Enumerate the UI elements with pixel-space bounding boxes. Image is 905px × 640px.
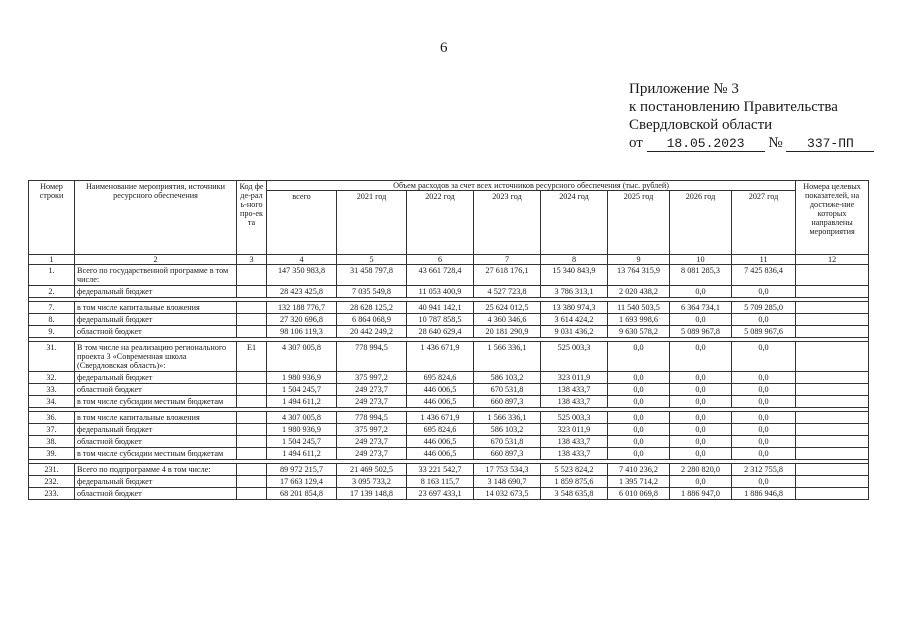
row-value: 8 081 285,3 <box>670 265 732 286</box>
row-project-code <box>237 424 267 436</box>
row-target <box>796 265 869 286</box>
row-value: 0,0 <box>732 396 796 408</box>
row-value: 17 139 148,8 <box>337 488 407 500</box>
row-value: 1 436 671,9 <box>407 342 474 372</box>
table-row <box>29 424 869 436</box>
row-value: 6 864 068,9 <box>337 314 407 326</box>
row-project-code <box>237 286 267 298</box>
row-value: 323 011,9 <box>541 372 608 384</box>
row-value: 28 628 125,2 <box>337 302 407 314</box>
row-value: 1 494 611,2 <box>267 448 337 460</box>
row-value: 3 095 733,2 <box>337 476 407 488</box>
row-name: федеральный бюджет <box>75 476 237 488</box>
row-value: 323 011,9 <box>541 424 608 436</box>
table-body <box>29 265 869 500</box>
row-value: 23 697 433,1 <box>407 488 474 500</box>
column-number: 5 <box>337 255 407 265</box>
row-value: 6 364 734,1 <box>670 302 732 314</box>
row-value: 89 972 215,7 <box>267 464 337 476</box>
row-target <box>796 448 869 460</box>
row-value: 3 614 424,2 <box>541 314 608 326</box>
row-value: 25 624 012,5 <box>474 302 541 314</box>
row-value: 138 433,7 <box>541 384 608 396</box>
row-number: 36. <box>29 412 75 424</box>
row-number: 232. <box>29 476 75 488</box>
number-label: № <box>768 135 783 151</box>
table-row <box>29 286 869 298</box>
row-value: 15 340 843,9 <box>541 265 608 286</box>
row-value: 20 442 249,2 <box>337 326 407 338</box>
table-row <box>29 314 869 326</box>
row-value: 660 897,3 <box>474 448 541 460</box>
row-value: 1 566 336,1 <box>474 342 541 372</box>
column-number: 9 <box>608 255 670 265</box>
row-project-code <box>237 488 267 500</box>
row-project-code <box>237 436 267 448</box>
row-value: 586 103,2 <box>474 424 541 436</box>
row-project-code <box>237 314 267 326</box>
row-project-code: E1 <box>237 342 267 372</box>
row-number: 33. <box>29 384 75 396</box>
row-value: 0,0 <box>670 384 732 396</box>
header-2025: 2025 год <box>608 191 670 255</box>
row-value: 5 089 967,6 <box>732 326 796 338</box>
row-value: 5 523 824,2 <box>541 464 608 476</box>
table-row <box>29 436 869 448</box>
row-value: 7 425 836,4 <box>732 265 796 286</box>
row-number: 34. <box>29 396 75 408</box>
row-project-code <box>237 464 267 476</box>
row-project-code <box>237 384 267 396</box>
row-value: 446 006,5 <box>407 384 474 396</box>
row-value: 7 410 236,2 <box>608 464 670 476</box>
row-project-code <box>237 396 267 408</box>
row-number: 32. <box>29 372 75 384</box>
appendix-date-line <box>629 134 874 152</box>
row-number: 1. <box>29 265 75 286</box>
row-value: 670 531,8 <box>474 436 541 448</box>
row-value: 132 188 776,7 <box>267 302 337 314</box>
header-2023: 2023 год <box>474 191 541 255</box>
row-value: 670 531,8 <box>474 384 541 396</box>
row-value: 28 423 425,8 <box>267 286 337 298</box>
decree-date: 18.05.2023 <box>647 137 765 152</box>
row-value: 4 527 723,8 <box>474 286 541 298</box>
row-value: 0,0 <box>732 384 796 396</box>
row-target <box>796 326 869 338</box>
row-value: 17 753 534,3 <box>474 464 541 476</box>
row-project-code <box>237 326 267 338</box>
row-value: 446 006,5 <box>407 396 474 408</box>
row-target <box>796 302 869 314</box>
table-row <box>29 464 869 476</box>
column-numbers-row <box>29 255 869 265</box>
row-value: 0,0 <box>670 372 732 384</box>
row-value: 31 458 797,8 <box>337 265 407 286</box>
row-target <box>796 436 869 448</box>
row-value: 249 273,7 <box>337 396 407 408</box>
table-row <box>29 384 869 396</box>
column-number: 8 <box>541 255 608 265</box>
row-value: 0,0 <box>732 412 796 424</box>
row-value: 17 663 129,4 <box>267 476 337 488</box>
column-number: 6 <box>407 255 474 265</box>
row-project-code <box>237 372 267 384</box>
row-value: 1 494 611,2 <box>267 396 337 408</box>
row-value: 11 053 400,9 <box>407 286 474 298</box>
row-value: 4 307 005,8 <box>267 412 337 424</box>
row-value: 525 003,3 <box>541 342 608 372</box>
row-number: 39. <box>29 448 75 460</box>
row-number: 7. <box>29 302 75 314</box>
row-value: 1 859 875,6 <box>541 476 608 488</box>
row-name: областной бюджет <box>75 488 237 500</box>
row-value: 1 886 946,8 <box>732 488 796 500</box>
row-value: 138 433,7 <box>541 436 608 448</box>
row-value: 0,0 <box>608 448 670 460</box>
row-value: 1 980 936,9 <box>267 372 337 384</box>
row-value: 4 360 346,6 <box>474 314 541 326</box>
row-target <box>796 424 869 436</box>
row-project-code <box>237 412 267 424</box>
header-2026: 2026 год <box>670 191 732 255</box>
appendix-header <box>629 80 874 152</box>
row-value: 14 032 673,5 <box>474 488 541 500</box>
table-row <box>29 342 869 372</box>
header-code: Код феде-раль-ного про-екта <box>237 181 267 255</box>
row-value: 0,0 <box>608 342 670 372</box>
column-number: 4 <box>267 255 337 265</box>
column-number: 3 <box>237 255 267 265</box>
row-value: 6 010 069,8 <box>608 488 670 500</box>
row-name: в том числе капитальные вложения <box>75 302 237 314</box>
row-number: 8. <box>29 314 75 326</box>
row-value: 0,0 <box>670 314 732 326</box>
table-row <box>29 396 869 408</box>
row-value: 778 994,5 <box>337 412 407 424</box>
row-value: 13 380 974,3 <box>541 302 608 314</box>
row-value: 695 824,6 <box>407 372 474 384</box>
row-number: 2. <box>29 286 75 298</box>
row-value: 0,0 <box>732 342 796 372</box>
row-value: 0,0 <box>670 412 732 424</box>
expenses-table <box>28 180 869 500</box>
row-target <box>796 384 869 396</box>
row-value: 5 709 285,0 <box>732 302 796 314</box>
row-value: 0,0 <box>670 436 732 448</box>
row-number: 37. <box>29 424 75 436</box>
row-name: федеральный бюджет <box>75 372 237 384</box>
row-number: 38. <box>29 436 75 448</box>
row-value: 0,0 <box>670 286 732 298</box>
column-number: 11 <box>732 255 796 265</box>
row-value: 28 640 629,4 <box>407 326 474 338</box>
column-number: 2 <box>75 255 237 265</box>
header-name: Наименование мероприятия, источники ресурсного обеспечения <box>75 181 237 255</box>
row-value: 10 787 858,5 <box>407 314 474 326</box>
header-targets: Номера целевых показателей, на достиже-ние которых направлены мероприятия <box>796 181 869 255</box>
row-value: 1 886 947,0 <box>670 488 732 500</box>
row-value: 3 786 313,1 <box>541 286 608 298</box>
row-value: 3 548 635,8 <box>541 488 608 500</box>
row-value: 13 764 315,9 <box>608 265 670 286</box>
header-expenses: Объем расходов за счет всех источников ресурсного обеспечения (тыс. рублей) <box>267 181 796 191</box>
row-project-code <box>237 265 267 286</box>
row-value: 249 273,7 <box>337 384 407 396</box>
decree-number: 337-ПП <box>786 137 874 152</box>
row-value: 2 280 820,0 <box>670 464 732 476</box>
row-value: 0,0 <box>670 342 732 372</box>
row-target <box>796 464 869 476</box>
table-row <box>29 372 869 384</box>
row-target <box>796 372 869 384</box>
row-value: 0,0 <box>670 396 732 408</box>
row-value: 2 020 438,2 <box>608 286 670 298</box>
table-row <box>29 488 869 500</box>
row-target <box>796 314 869 326</box>
row-value: 147 350 983,8 <box>267 265 337 286</box>
row-value: 1 566 336,1 <box>474 412 541 424</box>
row-value: 525 003,3 <box>541 412 608 424</box>
row-target <box>796 342 869 372</box>
row-value: 249 273,7 <box>337 448 407 460</box>
row-value: 0,0 <box>732 314 796 326</box>
row-value: 8 163 115,7 <box>407 476 474 488</box>
header-total: всего <box>267 191 337 255</box>
row-value: 446 006,5 <box>407 436 474 448</box>
page-number: 6 <box>440 40 448 56</box>
row-value: 7 035 549,8 <box>337 286 407 298</box>
header-2021: 2021 год <box>337 191 407 255</box>
row-value: 9 031 436,2 <box>541 326 608 338</box>
table-row <box>29 326 869 338</box>
row-name: Всего по подпрограмме 4 в том числе: <box>75 464 237 476</box>
row-value: 0,0 <box>608 396 670 408</box>
row-value: 446 006,5 <box>407 448 474 460</box>
row-target <box>796 488 869 500</box>
header-row-no: Номер строки <box>29 181 75 255</box>
row-value: 27 320 696,8 <box>267 314 337 326</box>
row-value: 0,0 <box>670 448 732 460</box>
row-value: 660 897,3 <box>474 396 541 408</box>
row-value: 11 540 503,5 <box>608 302 670 314</box>
row-number: 231. <box>29 464 75 476</box>
appendix-line-3: Свердловской области <box>629 117 773 133</box>
row-name: В том числе на реализацию регионального проекта 3 «Современная школа (Свердловская область)»: <box>75 342 237 372</box>
row-value: 1 504 245,7 <box>267 384 337 396</box>
row-name: областной бюджет <box>75 326 237 338</box>
row-value: 0,0 <box>608 372 670 384</box>
row-value: 0,0 <box>608 424 670 436</box>
row-name: областной бюджет <box>75 436 237 448</box>
row-value: 27 618 176,1 <box>474 265 541 286</box>
row-name: в том числе субсидии местным бюджетам <box>75 396 237 408</box>
row-name: федеральный бюджет <box>75 424 237 436</box>
table-row <box>29 476 869 488</box>
row-value: 2 312 755,8 <box>732 464 796 476</box>
row-value: 68 201 854,8 <box>267 488 337 500</box>
row-value: 3 148 690,7 <box>474 476 541 488</box>
row-value: 249 273,7 <box>337 436 407 448</box>
row-value: 1 395 714,2 <box>608 476 670 488</box>
header-2027: 2027 год <box>732 191 796 255</box>
row-target <box>796 412 869 424</box>
row-name: федеральный бюджет <box>75 314 237 326</box>
row-value: 5 089 967,8 <box>670 326 732 338</box>
row-value: 1 504 245,7 <box>267 436 337 448</box>
row-value: 33 221 542,7 <box>407 464 474 476</box>
row-value: 21 469 502,5 <box>337 464 407 476</box>
row-value: 20 181 290,9 <box>474 326 541 338</box>
row-value: 375 997,2 <box>337 424 407 436</box>
row-value: 0,0 <box>732 372 796 384</box>
row-name: федеральный бюджет <box>75 286 237 298</box>
row-value: 778 994,5 <box>337 342 407 372</box>
row-target <box>796 396 869 408</box>
row-value: 138 433,7 <box>541 448 608 460</box>
row-value: 0,0 <box>732 286 796 298</box>
row-value: 0,0 <box>608 412 670 424</box>
row-project-code <box>237 448 267 460</box>
row-value: 0,0 <box>670 476 732 488</box>
row-target <box>796 286 869 298</box>
row-value: 43 661 728,4 <box>407 265 474 286</box>
row-number: 9. <box>29 326 75 338</box>
row-value: 1 980 936,9 <box>267 424 337 436</box>
table-row <box>29 448 869 460</box>
row-value: 0,0 <box>732 448 796 460</box>
column-number: 7 <box>474 255 541 265</box>
row-number: 233. <box>29 488 75 500</box>
header-2022: 2022 год <box>407 191 474 255</box>
row-value: 1 436 671,9 <box>407 412 474 424</box>
table-row <box>29 265 869 286</box>
appendix-line-2: к постановлению Правительства <box>629 99 838 115</box>
row-value: 586 103,2 <box>474 372 541 384</box>
row-value: 40 941 142,1 <box>407 302 474 314</box>
row-project-code <box>237 302 267 314</box>
row-value: 138 433,7 <box>541 396 608 408</box>
table-row <box>29 302 869 314</box>
row-value: 375 997,2 <box>337 372 407 384</box>
row-value: 0,0 <box>608 436 670 448</box>
column-number: 12 <box>796 255 869 265</box>
row-name: Всего по государственной программе в том числе: <box>75 265 237 286</box>
row-value: 0,0 <box>732 436 796 448</box>
row-value: 695 824,6 <box>407 424 474 436</box>
row-value: 4 307 005,8 <box>267 342 337 372</box>
row-target <box>796 476 869 488</box>
row-name: в том числе капитальные вложения <box>75 412 237 424</box>
row-value: 0,0 <box>608 384 670 396</box>
row-value: 1 693 998,6 <box>608 314 670 326</box>
row-value: 0,0 <box>670 424 732 436</box>
row-number: 31. <box>29 342 75 372</box>
column-number: 1 <box>29 255 75 265</box>
appendix-title: Приложение № 3 <box>629 81 739 97</box>
from-label: от <box>629 135 643 151</box>
column-number: 10 <box>670 255 732 265</box>
row-name: областной бюджет <box>75 384 237 396</box>
row-value: 0,0 <box>732 476 796 488</box>
row-value: 9 630 578,2 <box>608 326 670 338</box>
header-2024: 2024 год <box>541 191 608 255</box>
row-name: в том числе субсидии местным бюджетам <box>75 448 237 460</box>
row-project-code <box>237 476 267 488</box>
row-value: 98 106 119,3 <box>267 326 337 338</box>
table-row <box>29 412 869 424</box>
row-value: 0,0 <box>732 424 796 436</box>
